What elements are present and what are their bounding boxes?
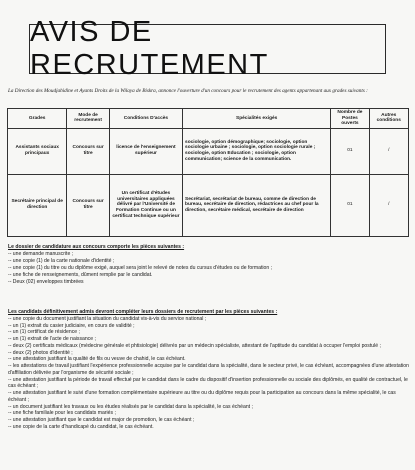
admitted-heading: Les candidats définitivement admis devront compléter leurs dossiers de recrutement par les pièces suivantes : [8,309,278,315]
table-header-row [8,109,409,129]
dossier-list [8,251,410,286]
header-conditions: Conditions D'accès [109,109,182,129]
cell-conditions: Un certificat d'études universitaires appliquées délivré par l'Université de Formation Continue ou un certificat technique supérieur [109,174,182,236]
list-item: -- un document justifiant les travaux ou les études réalisés par le candidat dans la spécialité, le cas échéant ; [8,403,253,410]
cell-autres: / [369,174,408,236]
admitted-list [8,316,410,431]
header-autres: Autres conditions [369,109,408,129]
list-item: -- un (1) extrait de l'acte de naissance ; [8,336,96,342]
title-box [29,16,386,81]
header-postes: Nombre de Postes ouverts [331,109,369,129]
list-item: -- une copie (1) du titre ou du diplôme exigé, auquel sera joint le relevé de notes du cursus d'études ou de formation ; [8,264,273,271]
cell-mode: Concours sur titre [67,128,109,174]
list-item: -- un (1) extrait du casier judiciaire, en cours de validité ; [8,322,135,329]
list-item: -- une attestation justifiant le suivi d'une formation complémentaire supérieure au titre ou du diplôme requis pour la participation au concours dans la même spécialité, le cas échéant ; [8,390,396,403]
cell-grade: Assistants sociaux principaux [8,128,67,174]
cell-autres: / [369,128,408,174]
list-item: -- une attestation justifiant la qualité de fils ou veuve de chahid, le cas échéant. [8,356,186,363]
list-item: -- deux (2) photos d'identité ; [8,349,73,356]
header-specialites: Spécialités exigés [183,109,331,129]
list-item: -- les attestations de travail justifiant l'expérience professionnelle acquise par le candidat dans la spécialité, dans le secteur privé, le cas échéant, accompagnées d'une attestation d'affiliation délivrée par l'organisme de sécurité sociale ; [8,363,409,376]
header-mode: Mode de recrutement [67,109,109,129]
cell-specialites: Secrétariat, secrétariat de bureau, comme de direction de bureau, secrétaire de direction, rédactrices au chef pour la direction, secrétaire médical, secrétaire de direction [183,174,331,236]
list-item: -- une attestation justifiant la période de travail effectué par le candidat dans le cadre du dispositif d'insertion professionnelle ou sociale des diplômés, en qualité de contractuel, le cas échéant ; [8,376,408,390]
cell-postes: 01 [331,174,369,236]
list-item: -- une copie du document justifiant la situation du candidat vis-à-vis du service national ; [8,315,207,322]
list-item: -- une copie (1) de la carte nationale d'identité ; [8,257,115,264]
table-row [8,174,409,236]
recruitment-table [7,108,409,237]
admitted-section [8,309,410,431]
list-item: -- Deux (02) enveloppes timbrées [8,278,84,285]
cell-conditions: licence de l'enseignement supérieur [109,128,182,174]
list-item: -- une demande manuscrite ; [8,250,74,257]
cell-specialites: sociologie, option démographique; sociologie, option sociologie urbaine ; sociologie, option sociologie rurale ; sociologie, option Education ; sociologie, option communication; science de la communication. [183,128,331,174]
list-item: -- un (1) certificat de résidence ; [8,329,80,336]
list-item: -- une attestation justifiant que le candidat est major de promotion, le cas échéant ; [8,417,195,423]
list-item: -- deux (2) certificats médicaux (médecine générale et phtisiologie) délivrés par un médecin spécialiste, attestant de l'aptitude du candidat à occuper l'emploi postulé ; [8,342,381,349]
list-item: -- une copie de la carte d'handicapé du candidat, le cas échéant. [8,423,154,430]
page-title: AVIS DE RECRUTEMENT [30,16,269,81]
table-row [8,128,409,174]
list-item: -- une fiche familiale pour les candidats mariés ; [8,410,116,417]
intro-paragraph: La Direction des Moudjahidine et Ayants Droits de la Wilaya de Biskra, annonce l'ouverture d'un concours pour le recrutement des agents appartenant aux grades suivants : [8,88,368,94]
cell-mode: Concours sur titre [67,174,109,236]
list-item: -- une fiche de renseignements, dûment remplie par le candidat. [8,271,153,278]
dossier-heading: Le dossier de candidature aux concours comporte les pièces suivantes : [8,244,185,250]
cell-grade: Secrétaire principal de direction [8,174,67,236]
cell-postes: 01 [331,128,369,174]
dossier-section [8,244,410,285]
header-grades: Grades [8,109,67,129]
